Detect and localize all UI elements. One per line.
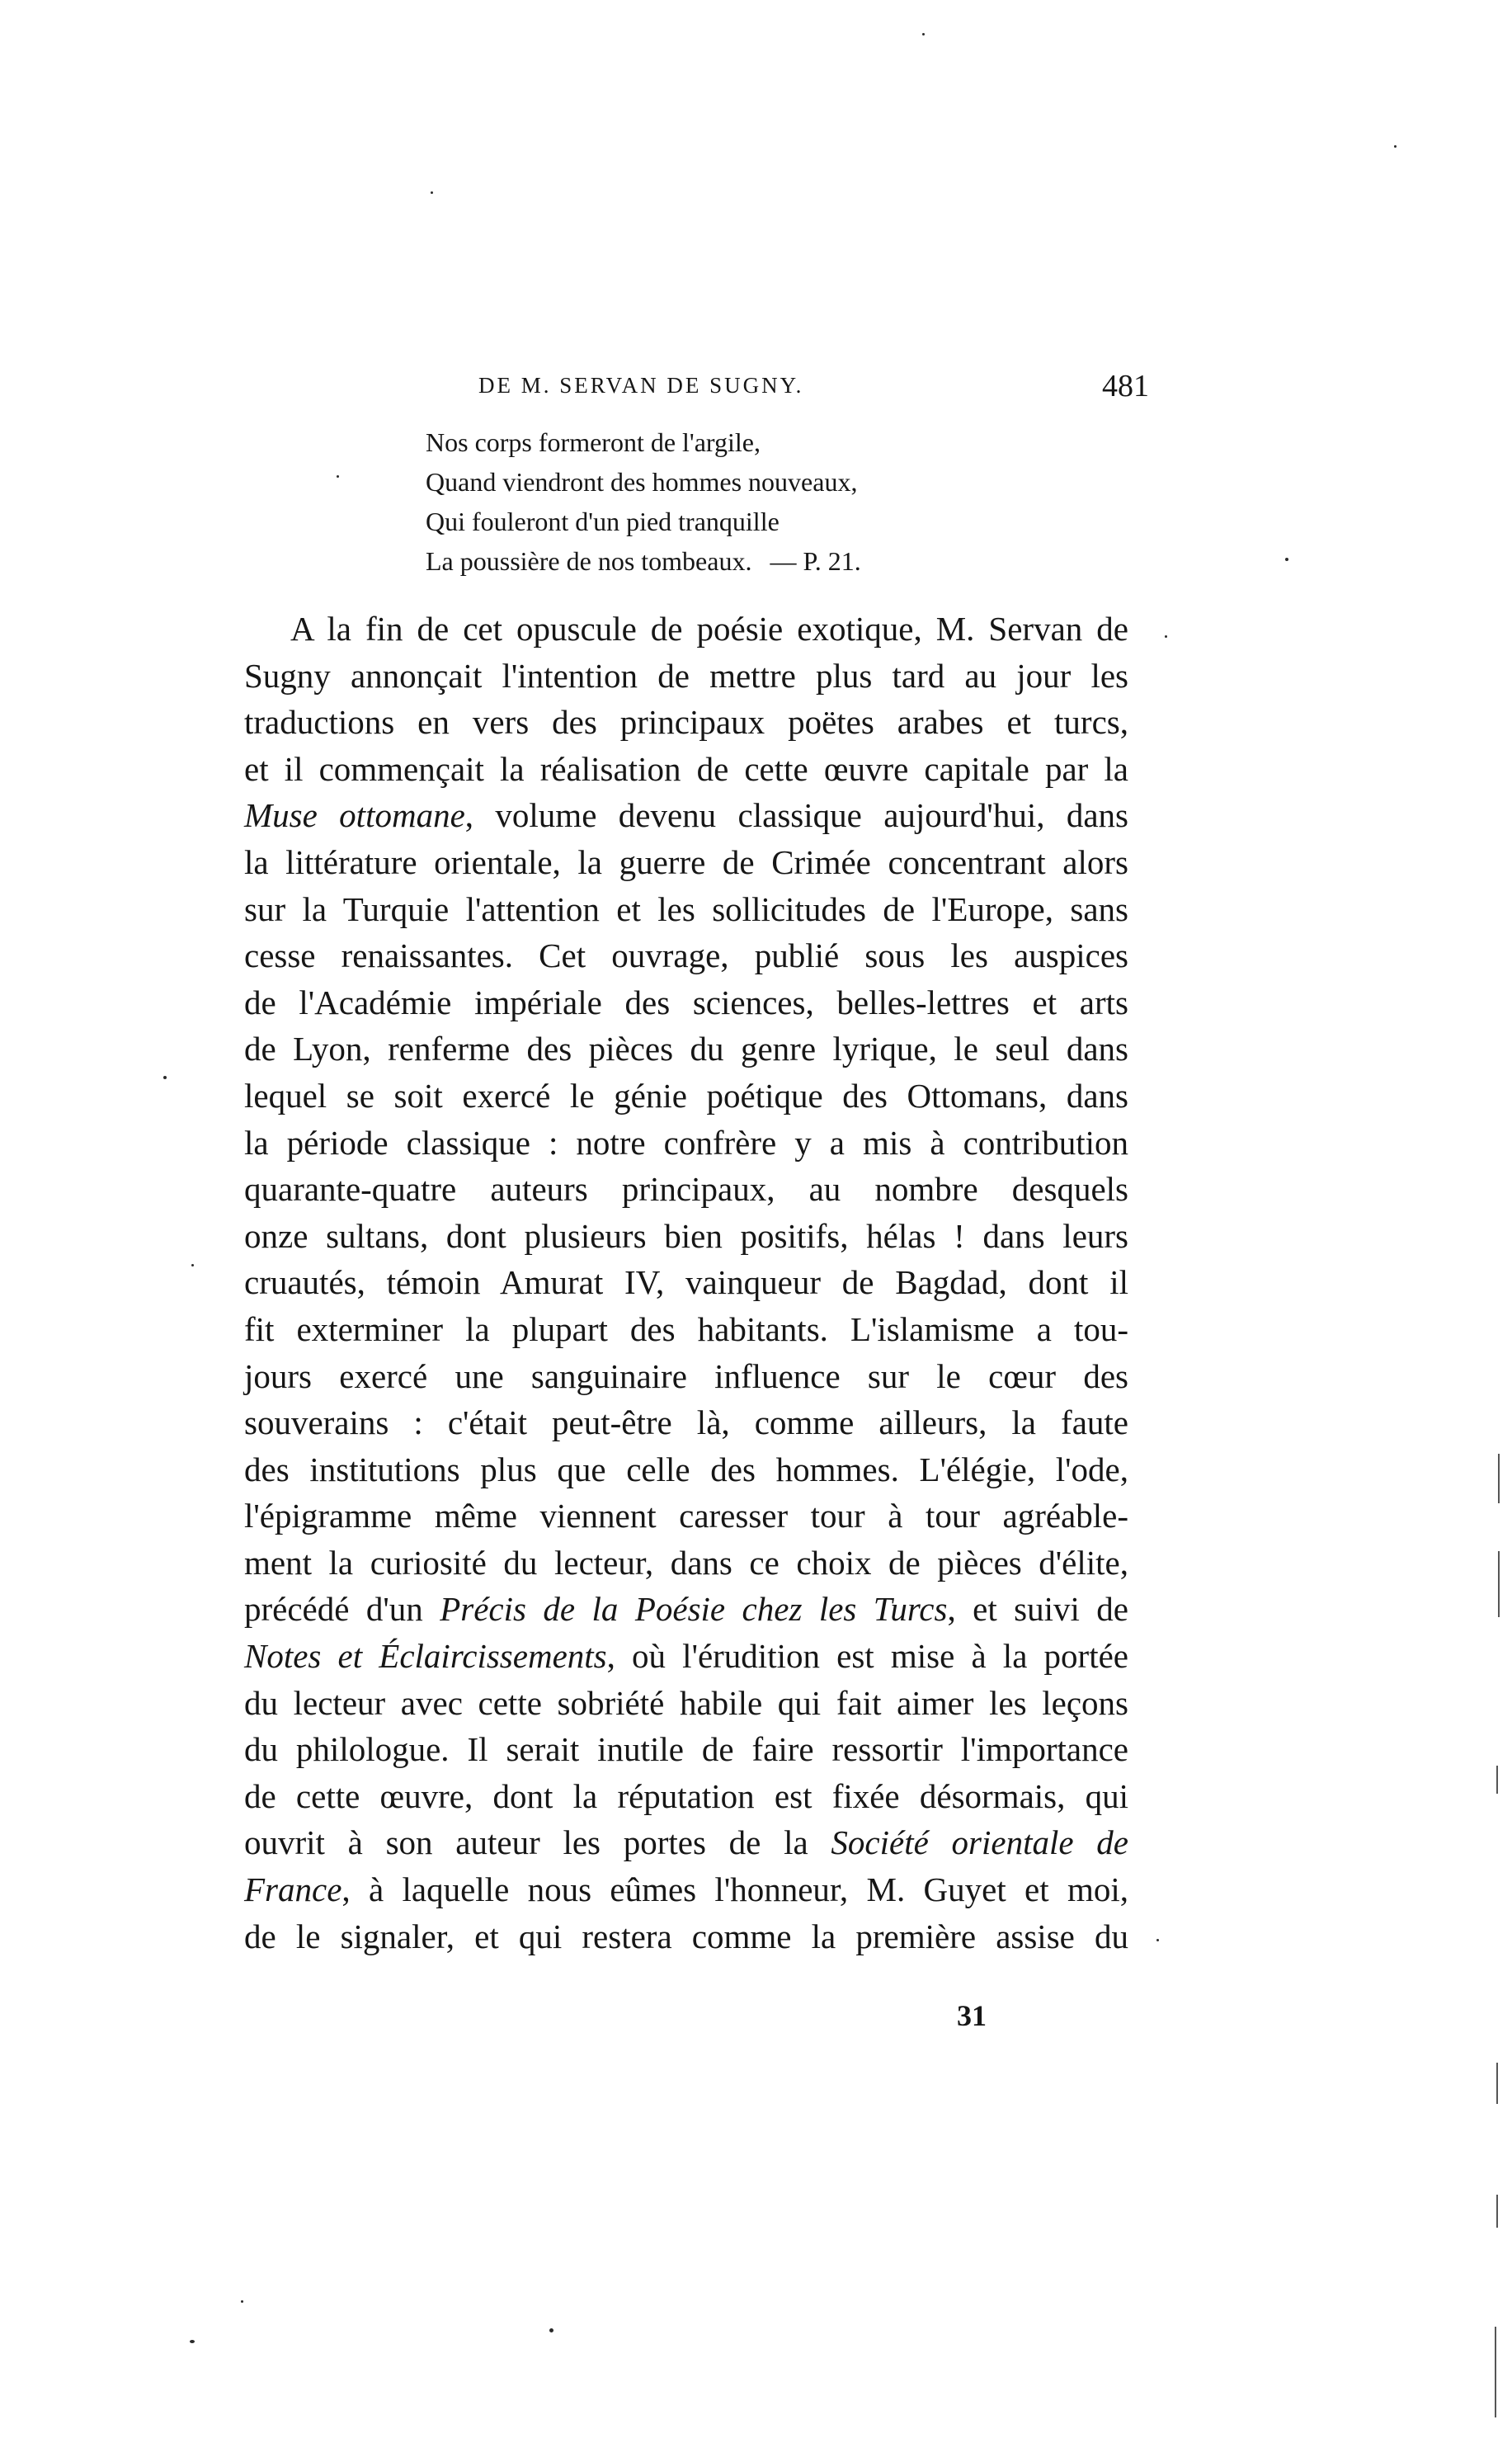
text-line [244, 1633, 1128, 1680]
edge-mark [1498, 1551, 1500, 1617]
text-line: de le signaler, et qui restera comme la première assise du [244, 1917, 1128, 1955]
scan-speck [1165, 635, 1167, 638]
text-line: sur la Turquie l'attention et les sollicitudes de l'Europe, sans [244, 889, 1128, 928]
text-line: des institutions plus que celle des hommes. L'élégie, l'ode, [244, 1450, 1128, 1488]
text-line [244, 792, 1128, 839]
society-name: Société orientale de [831, 1823, 1128, 1862]
text-segment: , où l'érudition est mise à la portée [606, 1637, 1128, 1676]
text-line: traductions en vers des principaux poëtes arabes et turcs, [244, 703, 1128, 742]
scan-speck [431, 191, 433, 194]
text-line: cesse renaissantes. Cet ouvrage, publié sous les auspices [244, 936, 1128, 975]
text-segment: précédé d'un [244, 1590, 440, 1629]
edge-mark [1496, 1766, 1498, 1794]
page-number: 481 [1102, 369, 1149, 403]
edge-mark [1496, 2063, 1498, 2104]
text-line: et il commençait la réalisation de cette œuvre capitale par la [244, 749, 1128, 788]
text-line [244, 1819, 1128, 1866]
scan-speck [163, 1076, 167, 1079]
text-segment: ouvrit à son auteur les portes de la [244, 1823, 831, 1862]
edge-mark [1496, 2195, 1498, 2228]
text-line: du lecteur avec cette sobriété habile qui fait aimer les leçons [244, 1683, 1128, 1722]
text-line [244, 1586, 1128, 1633]
society-name: France [244, 1870, 342, 1909]
text-segment: , et suivi de [947, 1590, 1129, 1629]
signature-mark: 31 [957, 1999, 987, 2032]
text-line: ment la curiosité du lecteur, dans ce choix de pièces d'élite, [244, 1543, 1128, 1582]
scan-speck [1156, 1939, 1159, 1941]
text-line [244, 1866, 1128, 1913]
text-line: du philologue. Il serait inutile de faire ressortir l'importance [244, 1730, 1128, 1769]
scan-speck [190, 2340, 195, 2343]
text-line: jours exercé une sanguinaire influence sur le cœur des [244, 1356, 1128, 1395]
text-segment: , volume devenu classique aujourd'hui, dans [464, 796, 1128, 835]
scan-speck [241, 2300, 243, 2303]
text-line: de l'Académie impériale des sciences, belles-lettres et arts [244, 983, 1128, 1021]
text-line: souverains : c'était peut-être là, comme ailleurs, la faute [244, 1403, 1128, 1442]
text-segment: , à laquelle nous eûmes l'honneur, M. Guyet et moi, [341, 1870, 1128, 1909]
edge-mark [1495, 2327, 1496, 2417]
book-title: Précis de la Poésie chez les Turcs [440, 1590, 948, 1629]
verse-line: Quand viendront des hommes nouveaux, [426, 467, 858, 497]
edge-mark [1498, 1454, 1500, 1503]
text-line: Sugny annonçait l'intention de mettre plus tard au jour les [244, 656, 1128, 695]
text-line: lequel se soit exercé le génie poétique des Ottomans, dans [244, 1076, 1128, 1115]
text-line: la période classique : notre confrère y a mis à contribution [244, 1123, 1128, 1162]
verse-line: Qui fouleront d'un pied tranquille [426, 507, 780, 536]
book-title: Notes et Éclaircissements [244, 1637, 607, 1676]
verse-line [426, 541, 1251, 581]
running-head: DE M. SERVAN DE SUGNY. [478, 373, 804, 398]
scan-speck [191, 1264, 194, 1266]
scan-speck [1285, 558, 1288, 561]
text-line: quarante-quatre auteurs principaux, au nombre desquels [244, 1170, 1128, 1209]
scan-speck [549, 2328, 553, 2332]
text-line: de Lyon, renferme des pièces du genre lyrique, le seul dans [244, 1030, 1128, 1068]
text-line: de cette œuvre, dont la réputation est fixée désormais, qui [244, 1776, 1128, 1815]
verse-reference: — P. 21. [770, 546, 861, 576]
text-line: fit exterminer la plupart des habitants. L'islamisme a tou- [244, 1309, 1128, 1348]
text-line: A la fin de cet opuscule de poésie exotique, M. Servan de [290, 610, 1128, 648]
text-line: l'épigramme même viennent caresser tour à tour agréable- [244, 1497, 1128, 1535]
scan-speck [337, 475, 339, 478]
scan-speck [1394, 145, 1397, 148]
text-line: onze sultans, dont plusieurs bien positifs, hélas ! dans leurs [244, 1216, 1128, 1255]
text-line: cruautés, témoin Amurat IV, vainqueur de Bagdad, dont il [244, 1263, 1128, 1302]
book-title: Muse ottomane [244, 796, 465, 835]
scan-speck [922, 33, 925, 35]
verse-line-text: La poussière de nos tombeaux. [426, 546, 752, 576]
body-paragraph [244, 606, 1128, 1960]
verse-line: Nos corps formeront de l'argile, [426, 427, 761, 457]
text-line: la littérature orientale, la guerre de Crimée concentrant alors [244, 842, 1128, 881]
verse-quotation [426, 422, 1251, 581]
